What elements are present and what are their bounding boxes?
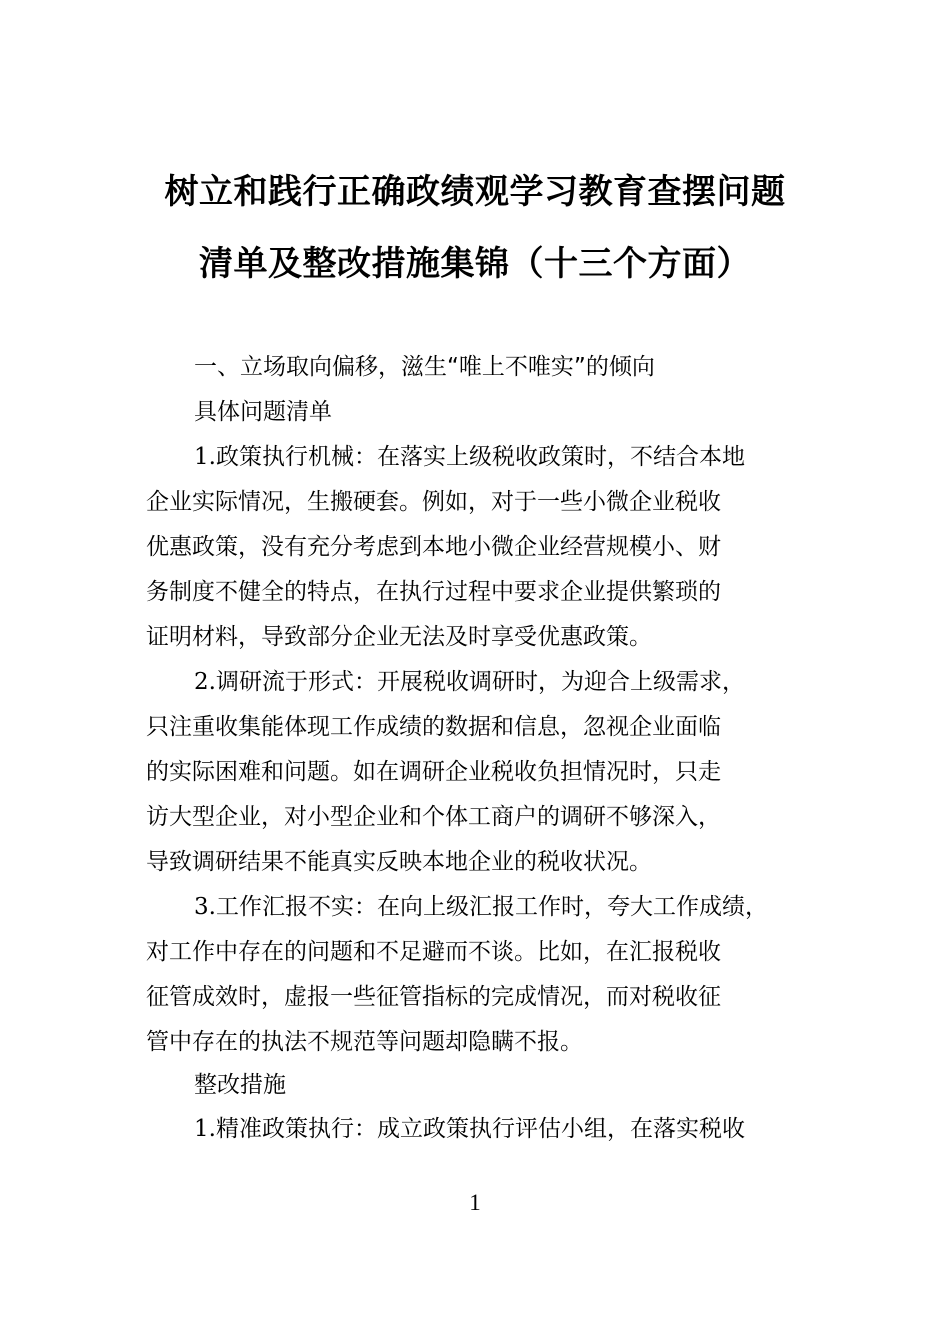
paragraph-line: 征管成效时，虚报一些征管指标的完成情况，而对税收征 <box>146 984 721 1010</box>
paragraph-line: 1.精准政策执行：成立政策执行评估小组，在落实税收 <box>194 1116 745 1142</box>
paragraph-line: 只注重收集能体现工作成绩的数据和信息，忽视企业面临 <box>146 714 721 740</box>
subheading-rectification: 整改措施 <box>194 1072 286 1098</box>
paragraph-line: 管中存在的执法不规范等问题却隐瞒不报。 <box>146 1029 583 1055</box>
page-number: 1 <box>469 1190 481 1215</box>
paragraph-line: 的实际困难和问题。如在调研企业税收负担情况时，只走 <box>146 759 721 785</box>
paragraph-line: 2.调研流于形式：开展税收调研时，为迎合上级需求， <box>194 669 745 695</box>
paragraph-line: 务制度不健全的特点，在执行过程中要求企业提供繁琐的 <box>146 579 721 605</box>
paragraph-line: 1.政策执行机械：在落实上级税收政策时，不结合本地 <box>194 444 745 470</box>
section-heading: 一、立场取向偏移，滋生“唯上不唯实”的倾向 <box>194 354 655 380</box>
document-title-line-2: 清单及整改措施集锦（十三个方面） <box>199 244 751 284</box>
document-title-line-1: 树立和践行正确政绩观学习教育查摆问题 <box>164 172 786 212</box>
paragraph-line: 优惠政策，没有充分考虑到本地小微企业经营规模小、财 <box>146 534 721 560</box>
paragraph-line: 访大型企业，对小型企业和个体工商户的调研不够深入， <box>146 804 721 830</box>
paragraph-line: 对工作中存在的问题和不足避而不谈。比如，在汇报税收 <box>146 939 721 965</box>
subheading-problem-list: 具体问题清单 <box>194 399 332 425</box>
paragraph-line: 3.工作汇报不实：在向上级汇报工作时，夸大工作成绩， <box>194 894 768 920</box>
paragraph-line: 证明材料，导致部分企业无法及时享受优惠政策。 <box>146 624 652 650</box>
paragraph-line: 企业实际情况，生搬硬套。例如，对于一些小微企业税收 <box>146 489 721 515</box>
paragraph-line: 导致调研结果不能真实反映本地企业的税收状况。 <box>146 849 652 875</box>
